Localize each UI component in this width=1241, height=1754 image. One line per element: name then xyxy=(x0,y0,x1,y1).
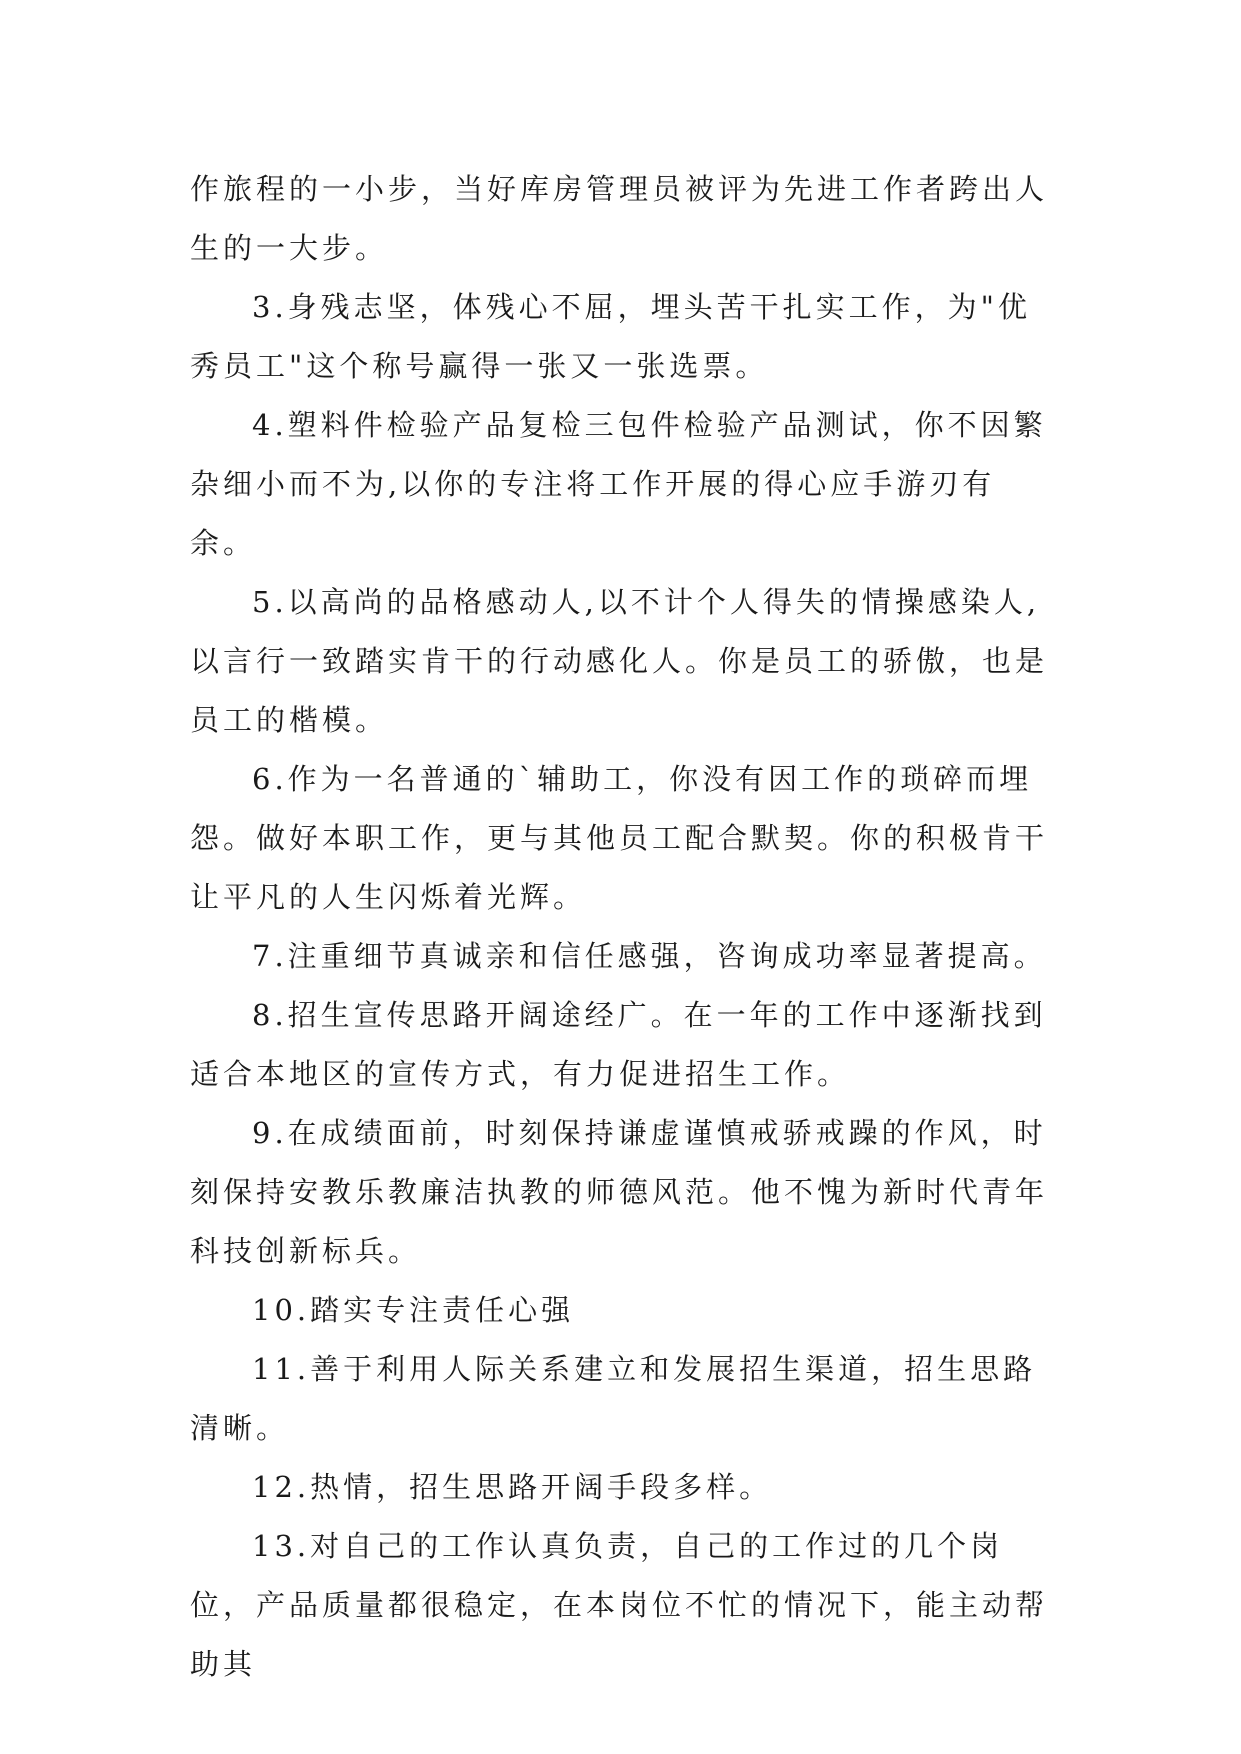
paragraph-item-5: 5.以高尚的品格感动人,以不计个人得失的情操感染人,以言行一致踏实肯干的行动感化人。你是员工的骄傲，也是员工的楷模。 xyxy=(190,585,1049,737)
paragraph-item-6: 6.作为一名普通的`辅助工，你没有因工作的琐碎而埋怨。做好本职工作，更与其他员工配合默契。你的积极肯干让平凡的人生闪烁着光辉。 xyxy=(190,762,1049,914)
paragraph-item-8: 8.招生宣传思路开阔途经广。在一年的工作中逐渐找到适合本地区的宣传方式，有力促进招生工作。 xyxy=(190,998,1047,1091)
paragraph-item-11: 11.善于利用人际关系建立和发展招生渠道，招生思路清晰。 xyxy=(190,1352,1037,1445)
paragraph-continuation: 作旅程的一小步，当好库房管理员被评为先进工作者跨出人生的一大步。 xyxy=(190,172,1049,265)
paragraph-item-7: 7.注重细节真诚亲和信任感强，咨询成功率显著提高。 xyxy=(252,939,1047,973)
paragraph-item-10: 10.踏实专注责任心强 xyxy=(252,1293,575,1327)
paragraph-item-9: 9.在成绩面前，时刻保持谦虚谨慎戒骄戒躁的作风，时刻保持安教乐教廉洁执教的师德风范。他不愧为新时代青年科技创新标兵。 xyxy=(190,1116,1049,1268)
paragraph-item-3: 3.身残志坚，体残心不屈，埋头苦干扎实工作，为"优秀员工"这个称号赢得一张又一张选票。 xyxy=(190,290,1032,383)
paragraph-item-12: 12.热情，招生思路开阔手段多样。 xyxy=(252,1470,773,1504)
paragraph-item-4: 4.塑料件检验产品复检三包件检验产品测试，你不因繁杂细小而不为,以你的专注将工作开展的得心应手游刃有余。 xyxy=(190,408,1047,560)
paragraph-item-13: 13.对自己的工作认真负责，自己的工作过的几个岗位，产品质量都很稳定，在本岗位不忙的情况下，能主动帮助其 xyxy=(190,1529,1049,1681)
document-body xyxy=(190,160,1060,1694)
